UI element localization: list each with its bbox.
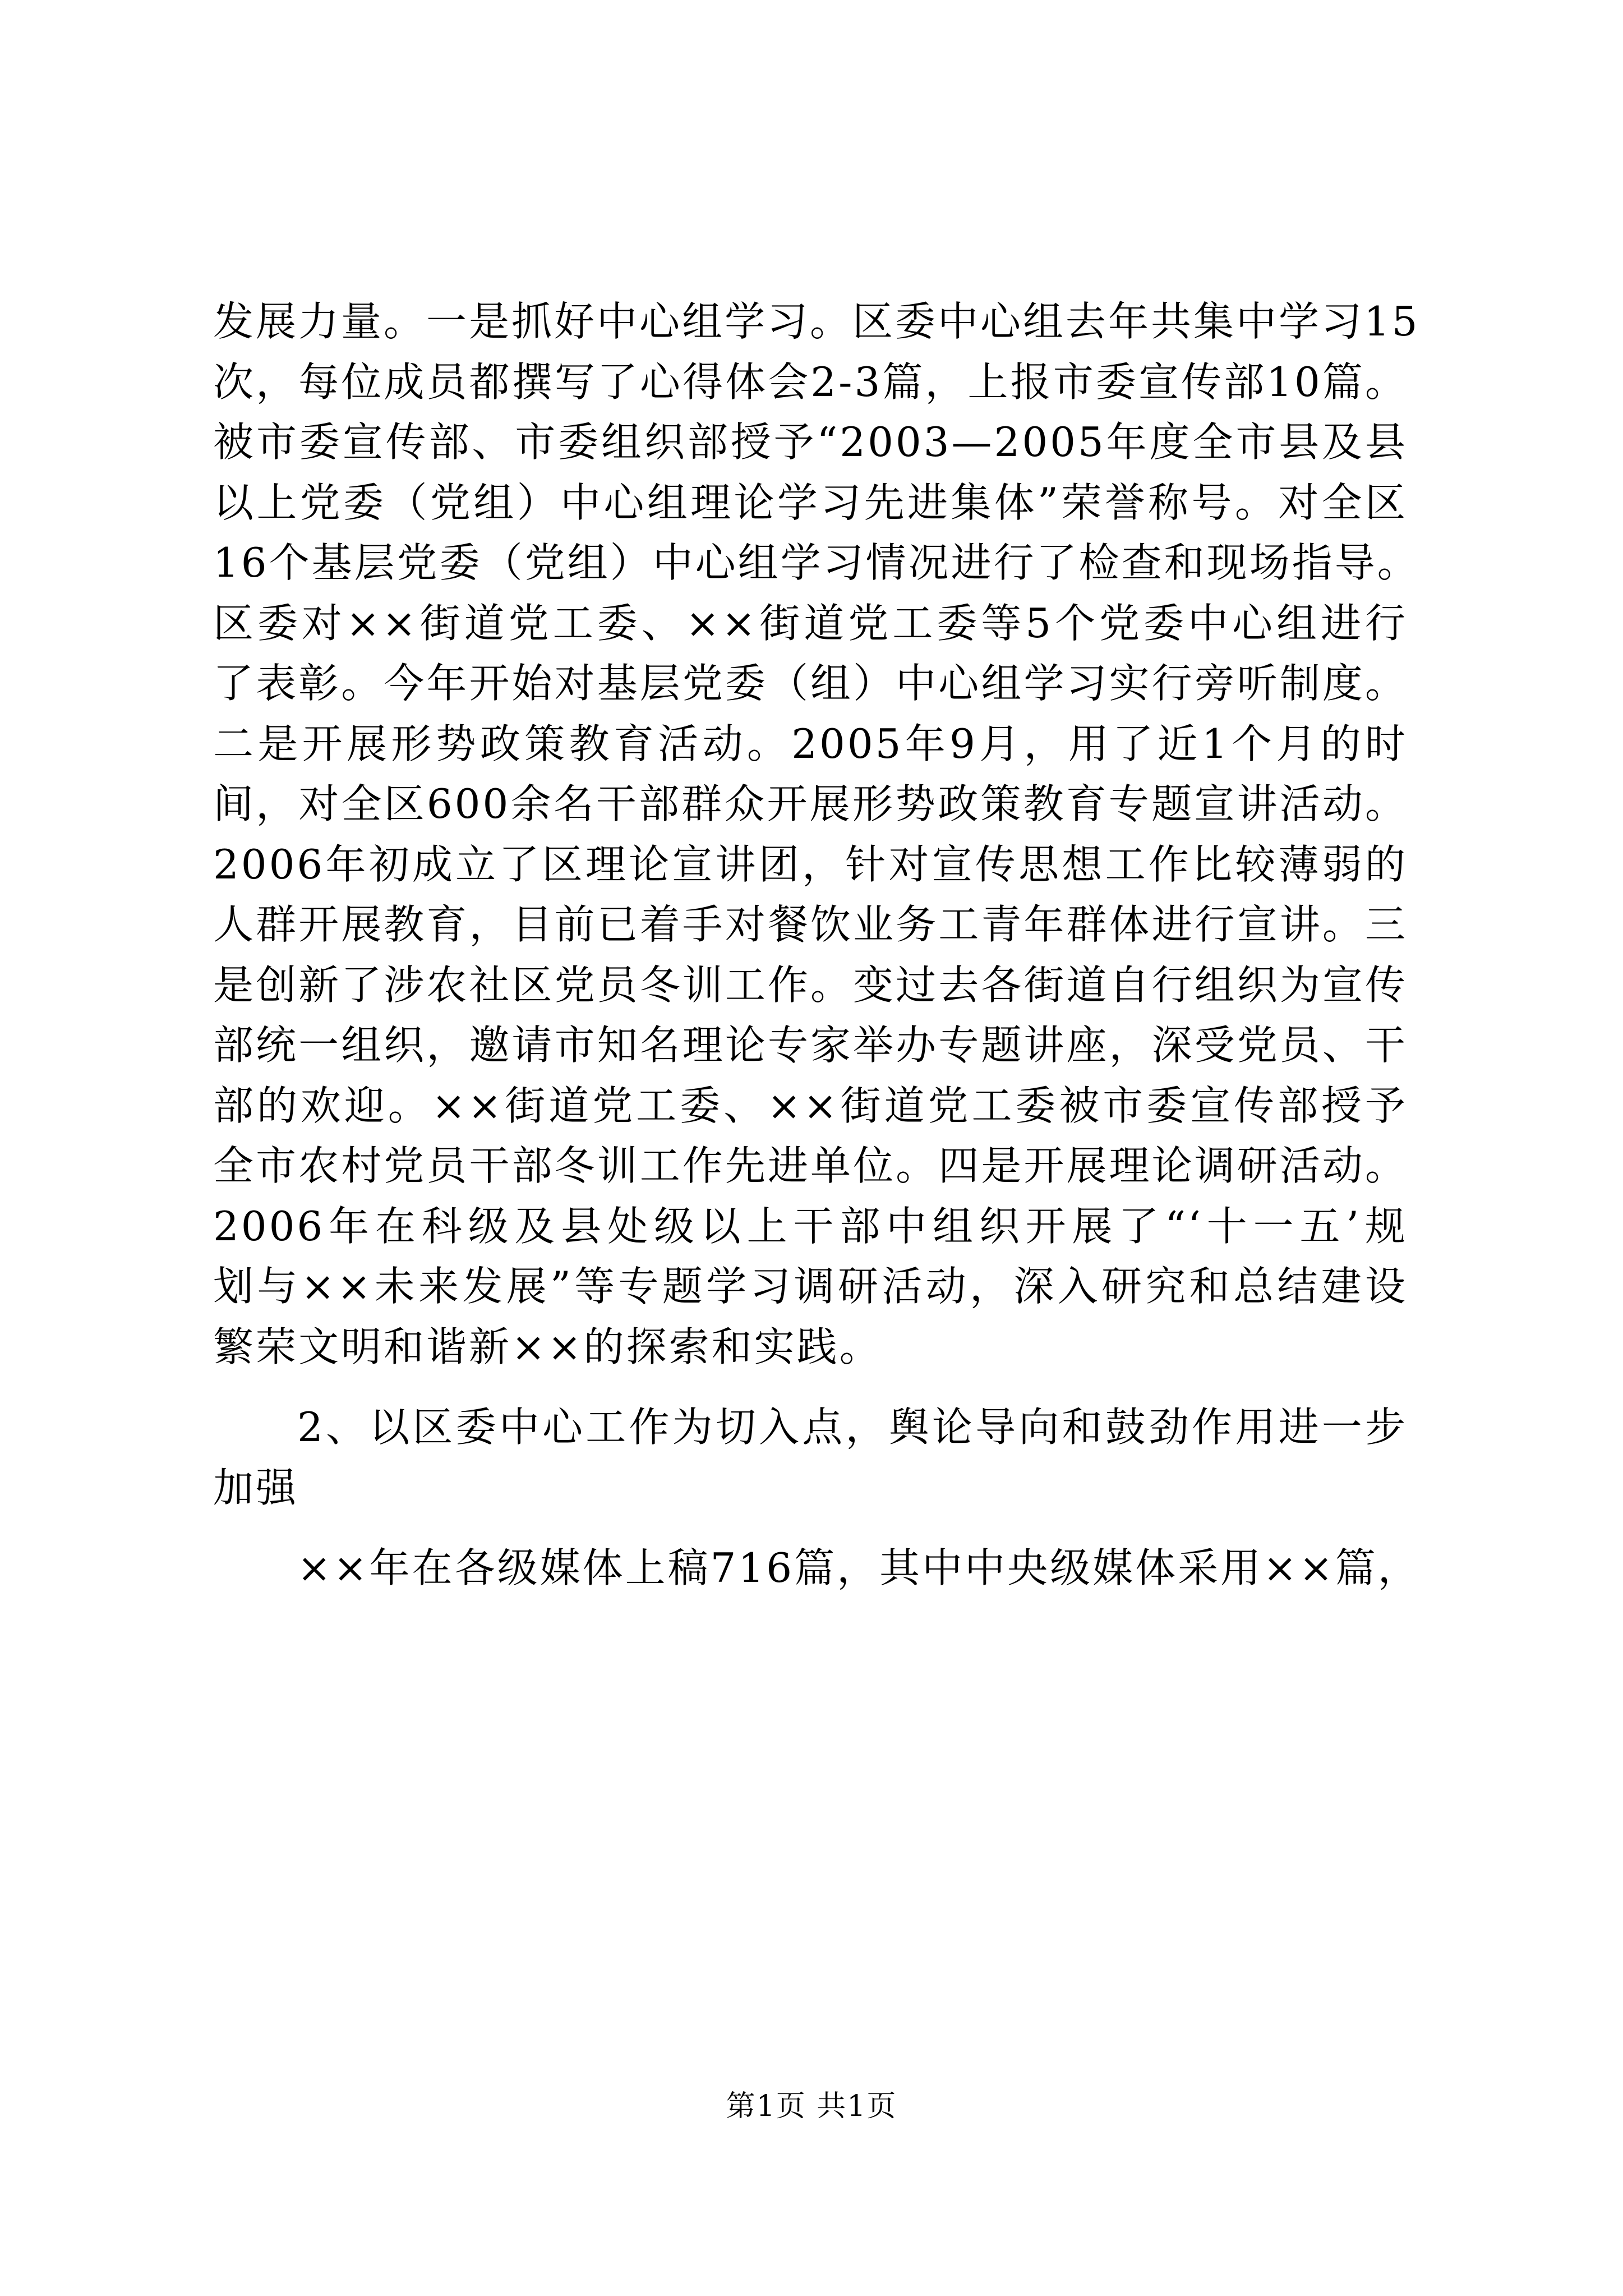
text-line: 区委对××街道党工委、××街道党工委等5个党委中心组进行 [213, 599, 1408, 647]
text-line: 部的欢迎。××街道党工委、××街道党工委被市委宣传部授予 [213, 1082, 1408, 1129]
text-line: 2006年在科级及县处级以上干部中组织开展了“‘十一五’规 [213, 1202, 1408, 1250]
text-line: 间，对全区600余名干部群众开展形势政策教育专题宣讲活动。 [213, 780, 1408, 827]
text-line: 发展力量。一是抓好中心组学习。区委中心组去年共集中学习15 [213, 298, 1420, 345]
text-line: 部统一组织，邀请市知名理论专家举办专题讲座，深受党员、干 [213, 1022, 1408, 1069]
paragraph-gap [213, 1518, 1408, 1538]
text-line: 是创新了涉农社区党员冬训工作。变过去各街道自行组织为宣传 [213, 961, 1408, 1009]
section-heading-line: 2、以区委中心工作为切入点，舆论导向和鼓劲作用进一步 [297, 1404, 1408, 1451]
text-line: 2006年初成立了区理论宣讲团，针对宣传思想工作比较薄弱的 [213, 840, 1408, 888]
paragraph-gap [213, 1377, 1408, 1397]
text-line: 次，每位成员都撰写了心得体会2-3篇，上报市委宣传部10篇。 [213, 358, 1408, 406]
text-line: ××年在各级媒体上稿716篇，其中中央级媒体采用××篇， [297, 1544, 1421, 1591]
text-line: 被市委宣传部、市委组织部授予“2003—2005年度全市县及县 [213, 418, 1408, 466]
text-line: 二是开展形势政策教育活动。2005年9月，用了近1个月的时 [213, 720, 1408, 767]
body-text [213, 292, 1421, 1599]
text-line: 全市农村党员干部冬训工作先进单位。四是开展理论调研活动。 [213, 1142, 1408, 1189]
page-number: 第1页 共1页 [726, 2090, 897, 2123]
text-line: 划与××未来发展”等专题学习调研活动，深入研究和总结建设 [213, 1263, 1408, 1310]
text-line: 16个基层党委（党组）中心组学习情况进行了检查和现场指导。 [213, 539, 1420, 586]
section-heading-line: 加强 [213, 1464, 299, 1511]
page-footer [0, 2087, 1623, 2126]
text-line: 繁荣文明和谐新××的探索和实践。 [213, 1323, 882, 1370]
text-line: 以上党委（党组）中心组理论学习先进集体”荣誉称号。对全区 [213, 478, 1408, 526]
text-line: 了表彰。今年开始对基层党委（组）中心组学习实行旁听制度。 [213, 660, 1408, 707]
text-line: 人群开展教育，目前已着手对餐饮业务工青年群体进行宣讲。三 [213, 901, 1408, 948]
